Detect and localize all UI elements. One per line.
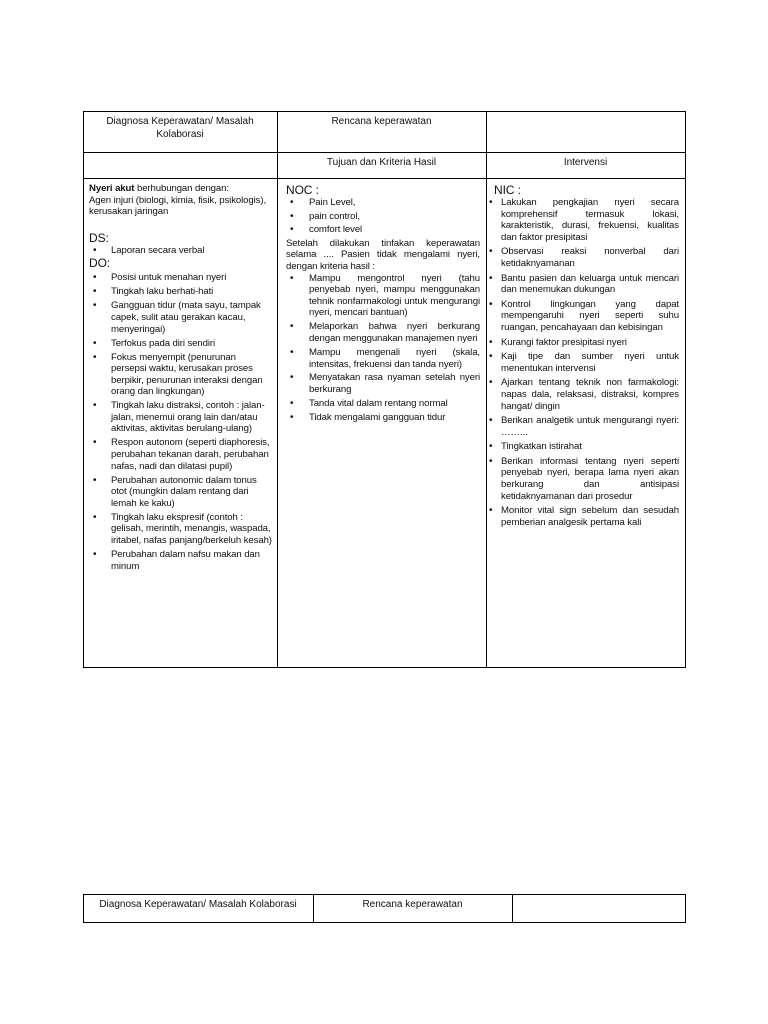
ds-label: DS:	[89, 230, 109, 245]
list-item: • Kurangi faktor presipitasi nyeri	[489, 337, 679, 349]
list-item: • Tidak mengalami gangguan tidur	[286, 412, 480, 424]
header-rencana: Rencana keperawatan	[331, 116, 432, 127]
list-item: • Menyatakan rasa nyaman setelah nyeri berkurang	[286, 372, 480, 395]
list-item: • Melaporkan bahwa nyeri berkurang dengan menggunakan manajemen nyeri	[286, 321, 480, 344]
list-item: • Mampu mengontrol nyeri (tahu penyebab nyeri, mampu menggunakan tehnik nonfarmakologi untuk mengurangi nyeri, mencari bantuan)	[286, 273, 480, 319]
list-item: • comfort level	[286, 224, 480, 236]
subheader-tujuan: Tujuan dan Kriteria Hasil	[326, 157, 437, 168]
diagnosa-title: Nyeri akut berhubungan dengan:	[89, 183, 229, 194]
list-item: • Gangguan tidur (mata sayu, tampak capek, sulit atau gerakan kacau, menyeringai)	[89, 300, 272, 335]
list-item: • Tingkah laku ekspresif (contoh : gelisah, merintih, menangis, waspada, iritabel, nafas panjang/berkeluh kesah)	[89, 512, 272, 547]
list-item: • Ajarkan tentang teknik non farmakologi: napas dala, relaksasi, distraksi, kompres hangat/ dingin	[489, 377, 679, 412]
list-item: • Monitor vital sign sebelum dan sesudah pemberian analgesik pertama kali	[489, 505, 679, 528]
list-item: • Mampu mengenali nyeri (skala, intensitas, frekuensi dan tanda nyeri)	[286, 347, 480, 370]
list-item: • Perubahan autonomic dalam tonus otot (mungkin dalam rentang dari lemah ke kaku)	[89, 475, 272, 510]
noc-label: NOC :	[286, 183, 319, 197]
nic-list	[489, 197, 679, 528]
list-item: • pain control,	[286, 211, 480, 223]
list-item: • Kontrol lingkungan yang dapat mempengaruhi nyeri seperti suhu ruangan, pencahayaan dan kebisingan	[489, 299, 679, 334]
list-item: • Tingkah laku distraksi, contoh : jalan-jalan, menemui orang lain dan/atau aktivitas, aktivitas berulang-ulang)	[89, 400, 272, 435]
list-item: • Observasi reaksi nonverbal dari ketidaknyamanan	[489, 246, 679, 269]
subheader-intervensi: Intervensi	[563, 157, 608, 168]
diagnosa-intro: Agen injuri (biologi, kimia, fisik, psikologis), kerusakan jaringan	[89, 194, 267, 218]
diagnosa-cell	[89, 183, 272, 575]
list-item: • Respon autonom (seperti diaphoresis, perubahan tekanan darah, perubahan nafas, nadi dan dilatasi pupil)	[89, 437, 272, 472]
do-label: DO:	[89, 256, 111, 271]
list-item: • Perubahan dalam nafsu makan dan minum	[89, 549, 272, 572]
list-item: • Berikan informasi tentang nyeri seperti penyebab nyeri, berapa lama nyeri akan berkurang dan antisipasi ketidaknyamanan dari prosedur	[489, 456, 679, 502]
list-item: • Laporan secara verbal	[89, 245, 272, 257]
noc-intro: Setelah dilakukan tinfakan keperawatan selama .... Pasien tidak mengalami nyeri, dengan kriteria hasil :	[286, 237, 480, 272]
header-diagnosa: Diagnosa Keperawatan/ Masalah Kolaborasi	[106, 116, 254, 140]
list-item: • Fokus menyempit (penurunan persepsi waktu, kerusakan proses berpikir, penurunan interaksi dengan orang dan lingkungan)	[89, 352, 272, 398]
list-item: • Posisi untuk menahan nyeri	[89, 272, 272, 284]
ds-list	[89, 245, 272, 257]
table2-header-diagnosa: Diagnosa Keperawatan/ Masalah Kolaborasi	[99, 899, 297, 910]
list-item: • Berikan analgetik untuk mengurangi nyeri: ……...	[489, 415, 679, 438]
list-item: • Kaji tipe dan sumber nyeri untuk menentukan intervensi	[489, 351, 679, 374]
list-item: • Terfokus pada diri sendiri	[89, 338, 272, 350]
list-item: • Tingkatkan istirahat	[489, 441, 679, 453]
table2-header-rencana: Rencana keperawatan	[362, 899, 463, 910]
list-item: • Tanda vital dalam rentang normal	[286, 398, 480, 410]
do-list	[89, 272, 272, 572]
noc-list	[286, 197, 480, 236]
nic-cell	[489, 182, 679, 531]
list-item: • Bantu pasien dan keluarga untuk mencari dan menemukan dukungan	[489, 273, 679, 296]
noc-cell	[286, 182, 480, 426]
list-item: • Lakukan pengkajian nyeri secara komprehensif termasuk lokasi, karakteristik, durasi, frekuensi, kualitas dan faktor presipitasi	[489, 197, 679, 243]
nic-label: NIC :	[494, 183, 521, 197]
noc-criteria-list	[286, 273, 480, 424]
list-item: • Tingkah laku berhati-hati	[89, 286, 272, 298]
list-item: • Pain Level,	[286, 197, 480, 209]
